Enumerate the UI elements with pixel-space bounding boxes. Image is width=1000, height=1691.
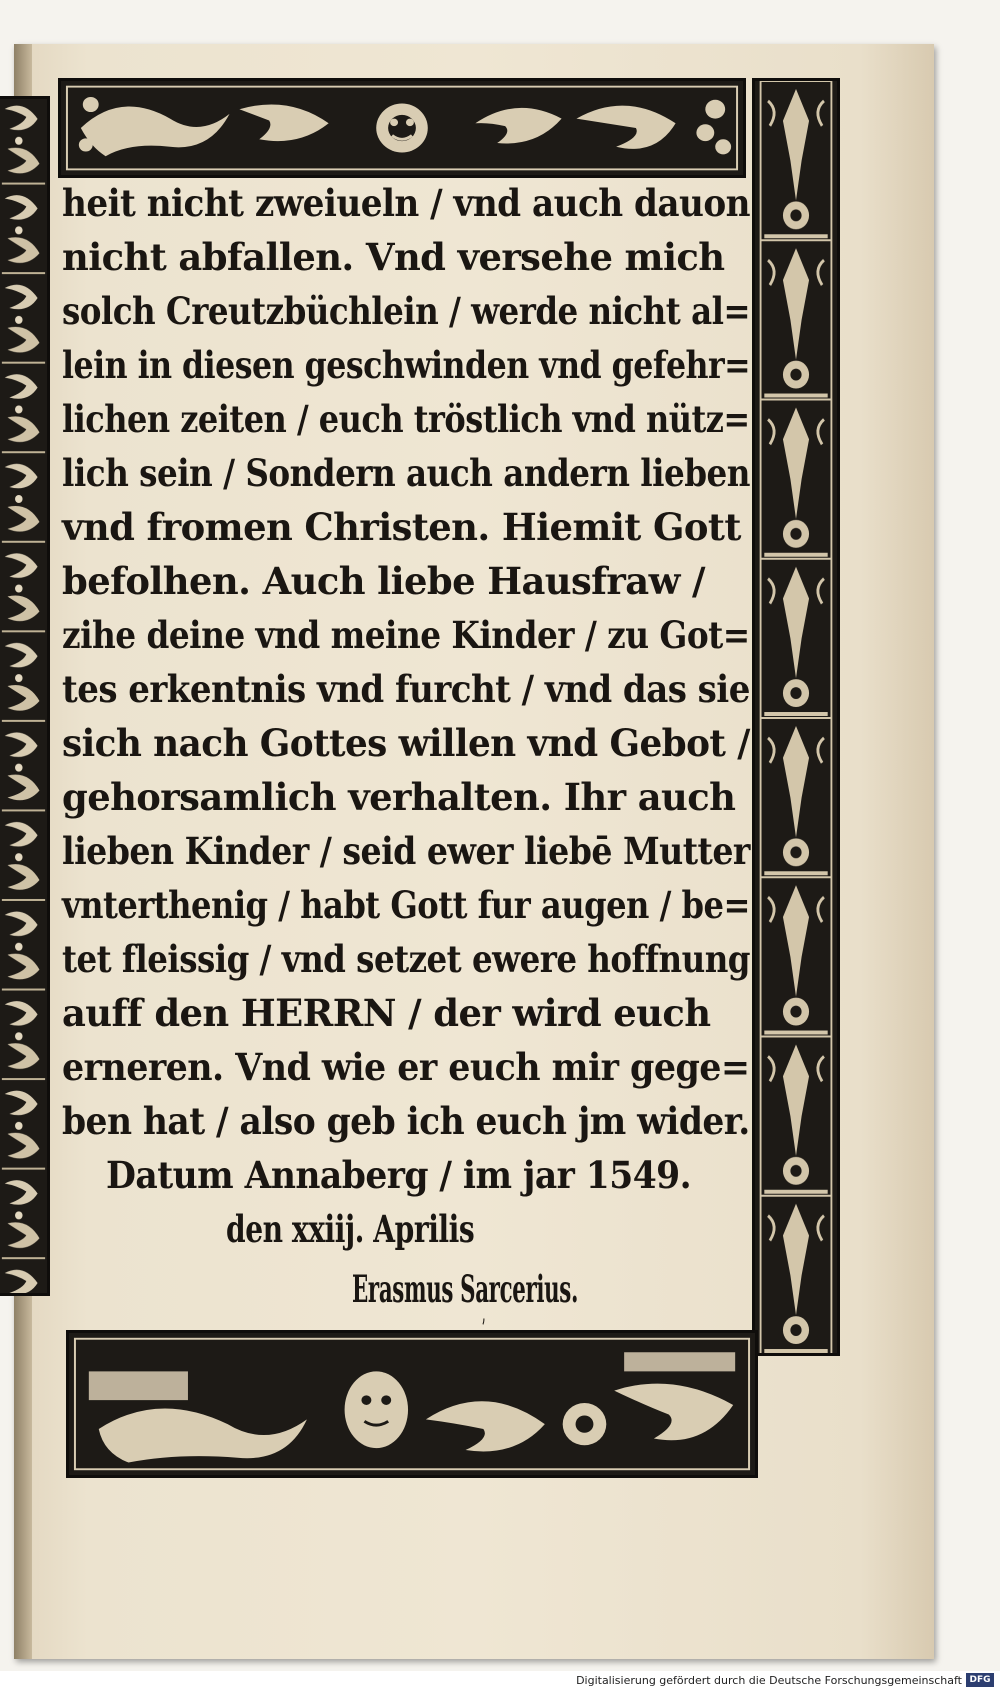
text-line-date: Datum Annaberg / im jar 1549.	[106, 1153, 692, 1197]
text-line-18: ben hat / also geb ich euch jm wider.	[62, 1099, 750, 1143]
text-line-17: erneren. Vnd wie er euch mir gege=	[62, 1045, 750, 1089]
bottom-woodcut-border	[66, 1330, 758, 1478]
bottom-border-pattern	[69, 1333, 755, 1475]
left-border-pattern	[0, 99, 47, 1293]
text-line-5: lichen zeiten / euch tröstlich vnd nütz=	[62, 397, 750, 441]
signature-line: Erasmus Sarcerius.	[352, 1267, 579, 1311]
text-line-3: solch Creutzbüchlein / werde nicht al=	[62, 289, 751, 333]
text-line-15: tet fleissig / vnd setzet ewere hoffnung	[62, 937, 751, 981]
left-woodcut-border	[0, 96, 50, 1296]
signature-mark: ʼ	[482, 1315, 485, 1341]
top-woodcut-border	[58, 78, 746, 178]
text-line-1: heit nicht zweiueln / vnd auch dauon	[62, 181, 751, 225]
right-woodcut-border	[752, 78, 840, 1356]
right-border-pattern	[755, 81, 837, 1353]
text-line-7: vnd fromen Christen. Hiemit Gott	[62, 505, 741, 549]
dfg-logo-badge: DFG	[966, 1673, 994, 1687]
text-line-13: lieben Kinder / seid ewer liebē Mutter	[62, 829, 750, 873]
text-line-8: befolhen. Auch liebe Hausfraw /	[62, 559, 705, 603]
text-line-6: lich sein / Sondern auch andern lieben	[62, 451, 750, 495]
top-border-pattern	[61, 81, 743, 175]
text-line-2: nicht abfallen. Vnd versehe mich	[62, 235, 725, 279]
text-line-10: tes erkentnis vnd furcht / vnd das sie	[62, 667, 750, 711]
text-line-11: sich nach Gottes willen vnd Gebot /	[62, 721, 750, 765]
text-line-16: auff den HERRN / der wird euch	[62, 991, 711, 1035]
text-line-4: lein in diesen geschwinden vnd gefehr=	[62, 343, 751, 387]
text-line-12: gehorsamlich verhalten. Ihr auch	[62, 775, 736, 819]
text-line-day: den xxiij. Aprilis	[226, 1207, 475, 1251]
digitization-credit: Digitalisierung gefördert durch die Deutsche Forschungsgemeinschaft	[576, 1674, 962, 1687]
text-line-14: vnterthenig / habt Gott fur augen / be=	[62, 883, 750, 927]
text-line-9: zihe deine vnd meine Kinder / zu Got=	[62, 613, 750, 657]
